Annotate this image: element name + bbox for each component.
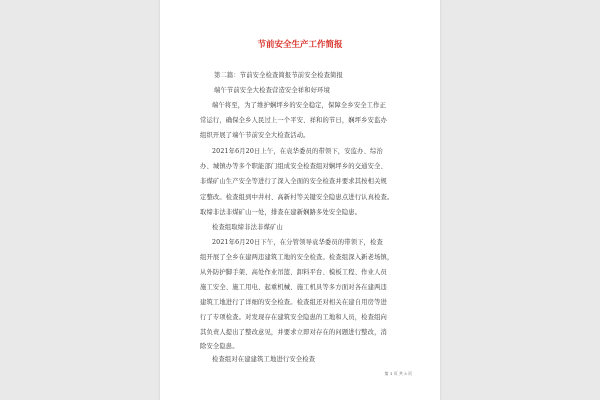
document-page — [160, 0, 440, 400]
text-line: 端午将至，为了维护娴坪乡的安全稳定，保障全乡安全工作正 — [212, 102, 387, 109]
document-title: 节前安全生产工作简报 — [257, 40, 343, 50]
text-line: 组开展了全乡在建两违建筑工地的安全检查。检查组深入新老场镇， — [200, 254, 394, 261]
text-line: 2021年6月20日上午，在袁华委员的带领下，安监办、综治 — [212, 148, 383, 155]
text-line: 取缔非法非煤矿山一处，排查在建新娴路多处安全隐患。 — [200, 209, 362, 216]
text-line: 行了专项检查。对发现存在建筑安全隐患的工地和人员，检查组向 — [200, 314, 387, 321]
text-line: 第二篇：节前安全检查简报节前安全检查简报 — [214, 72, 343, 79]
text-line: 其负责人提出了整改意见，并要求立即对存在的问题进行整改，消 — [200, 329, 387, 336]
text-line: 检查组对在建建筑工地进行安全检查 — [212, 356, 316, 363]
text-line: 检查组取缔非法非煤矿山 — [212, 224, 283, 231]
text-line: 办、城镇办等多个职能部门组成安全检查组对娴坪乡的交通安全、 — [200, 163, 387, 170]
text-line: 端午节前安全大检查营造安全祥和好环境 — [214, 87, 331, 94]
page-number: 第 1 页 共 3 页 — [384, 371, 412, 376]
text-line: 从外防护脚手架、高处作业吊篮、卸料平台、模板工程、作业人员 — [200, 269, 387, 276]
text-line: 定整改。检查组到中井村、高新村等关键安全隐患点进行认真检查。 — [200, 194, 394, 201]
text-line: 常运行，确保全乡人民过上一个平安、祥和的节日，娴坪乡安监办 — [200, 117, 387, 124]
text-line: 组织开展了端午节前安全大检查活动。 — [200, 132, 310, 139]
text-line: 2021年6月20日下午，在分管领导袁华委员的带领下，检查 — [212, 239, 383, 246]
text-line: 非煤矿山生产安全等进行了深入全面的安全检查并要求其按相关规 — [200, 178, 387, 185]
text-line: 施工安全、施工用电、起重机械、施工机具等多方面对各在建两违 — [200, 284, 387, 291]
text-line: 建筑工地进行了详细的安全检查。检查组还对相关在建自用房等进 — [200, 299, 387, 306]
text-line: 除安全隐患。 — [200, 343, 239, 350]
